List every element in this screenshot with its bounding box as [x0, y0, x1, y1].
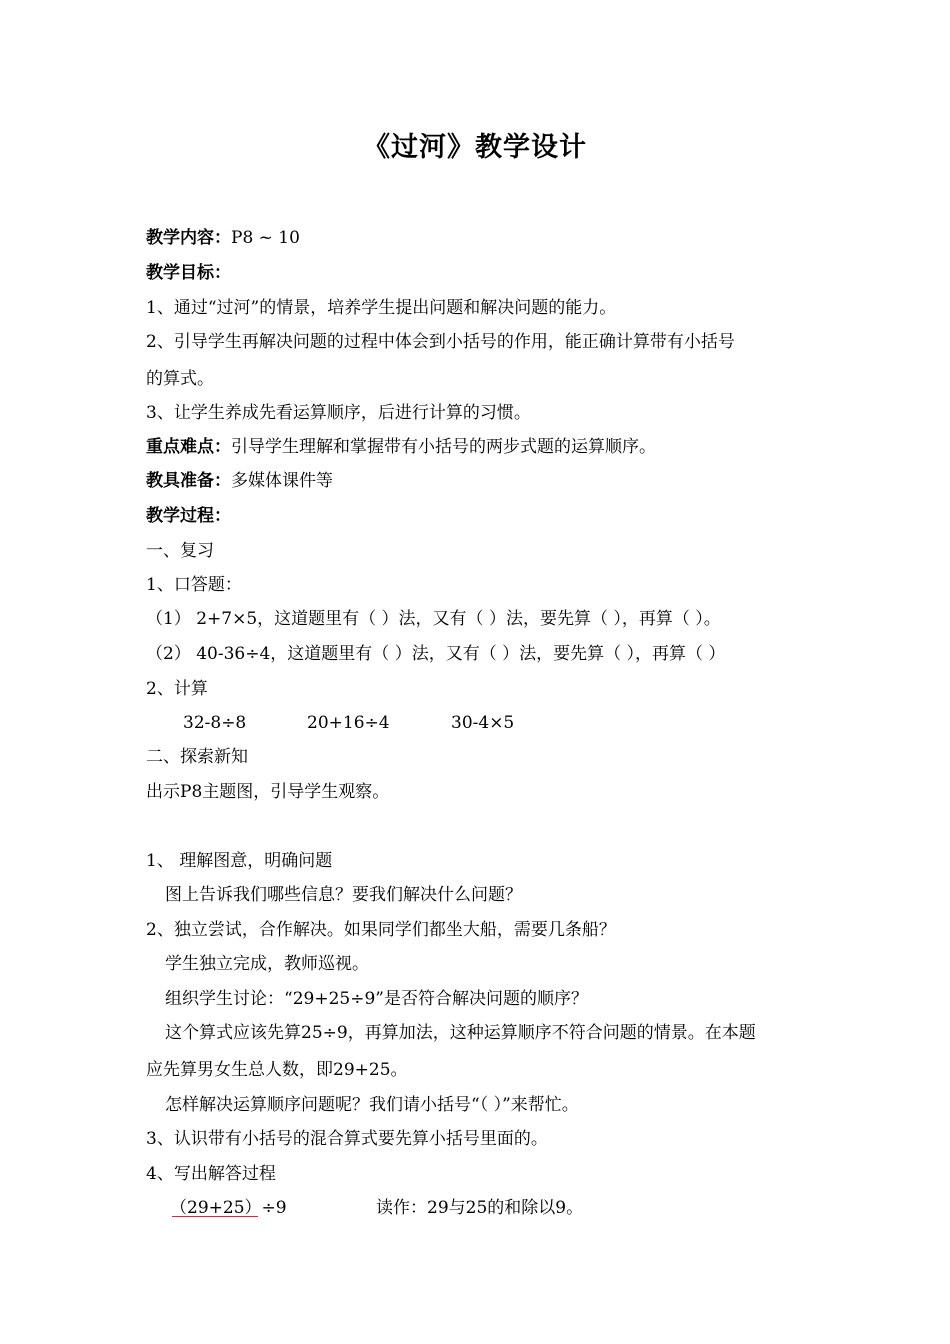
teaching-process-label: 教学过程： — [146, 506, 231, 526]
oral-question-2: （2） 40-36÷4，这道题里有（ ）法，又有（ ）法，要先算（ ），再算（ ） — [146, 644, 726, 664]
explore-heading: 二、探索新知 — [146, 747, 248, 767]
solution-reading: 读作：29与25的和除以9。 — [376, 1198, 584, 1218]
step-1-question: 图上告诉我们哪些信息？要我们解决什么问题？ — [165, 885, 522, 905]
step-2-parentheses: 怎样解决运算顺序问题呢？我们请小括号“（ ）”来帮忙。 — [165, 1095, 579, 1115]
calc-item-3: 30-4×5 — [451, 713, 515, 733]
teaching-content-line — [146, 226, 300, 250]
step-2-heading: 2、独立尝试，合作解决。如果同学们都坐大船，需要几条船？ — [146, 920, 616, 940]
teaching-content-value: P8 ~ 10 — [231, 228, 300, 248]
teaching-content-label: 教学内容： — [146, 228, 231, 248]
step-2-discussion: 组织学生讨论：“29+25÷9”是否符合解决问题的顺序？ — [165, 989, 588, 1009]
teaching-process-line — [146, 504, 231, 528]
step-1-heading: 1、 理解图意，明确问题 — [146, 851, 333, 871]
teaching-tools-label: 教具准备： — [146, 471, 231, 491]
objective-item-3: 3、让学生养成先看运算顺序，后进行计算的习惯。 — [146, 403, 531, 423]
step-4-heading: 4、写出解答过程 — [146, 1164, 276, 1184]
teaching-objectives-label: 教学目标： — [146, 263, 231, 283]
step-2-explanation-continued: 应先算男女生总人数，即29+25。 — [146, 1060, 408, 1080]
objective-item-1: 1、通过“过河”的情景，培养学生提出问题和解决问题的能力。 — [146, 298, 617, 318]
review-heading: 一、复习 — [146, 541, 214, 561]
oral-questions-heading: 1、口答题： — [146, 575, 242, 595]
key-points-value: 引导学生理解和掌握带有小括号的两步式题的运算顺序。 — [231, 437, 656, 457]
calc-item-1: 32-8÷8 — [183, 713, 247, 733]
teaching-objectives-label-line — [146, 261, 231, 285]
calculation-heading: 2、计算 — [146, 679, 208, 699]
teaching-tools-line — [146, 469, 333, 493]
objective-item-2-continued: 的算式。 — [146, 369, 214, 389]
red-underline-mark — [172, 1216, 258, 1217]
oral-question-1: （1） 2+7×5，这道题里有（ ）法，又有（ ）法，要先算（ ），再算（ ）。 — [146, 609, 721, 629]
key-points-line — [146, 435, 656, 459]
objective-item-2: 2、引导学生再解决问题的过程中体会到小括号的作用，能正确计算带有小括号 — [146, 332, 735, 352]
key-points-label: 重点难点： — [146, 437, 231, 457]
step-3-heading: 3、认识带有小括号的混合算式要先算小括号里面的。 — [146, 1129, 548, 1149]
explore-intro: 出示P8主题图，引导学生观察。 — [146, 782, 390, 802]
teaching-tools-value: 多媒体课件等 — [231, 471, 333, 491]
step-2-activity: 学生独立完成，教师巡视。 — [165, 954, 369, 974]
solution-expression: （29+25）÷9 — [170, 1198, 287, 1218]
step-2-explanation: 这个算式应该先算25÷9，再算加法，这种运算顺序不符合问题的情景。在本题 — [165, 1023, 756, 1043]
document-title: 《过河》教学设计 — [363, 132, 587, 163]
calc-item-2: 20+16÷4 — [307, 713, 390, 733]
